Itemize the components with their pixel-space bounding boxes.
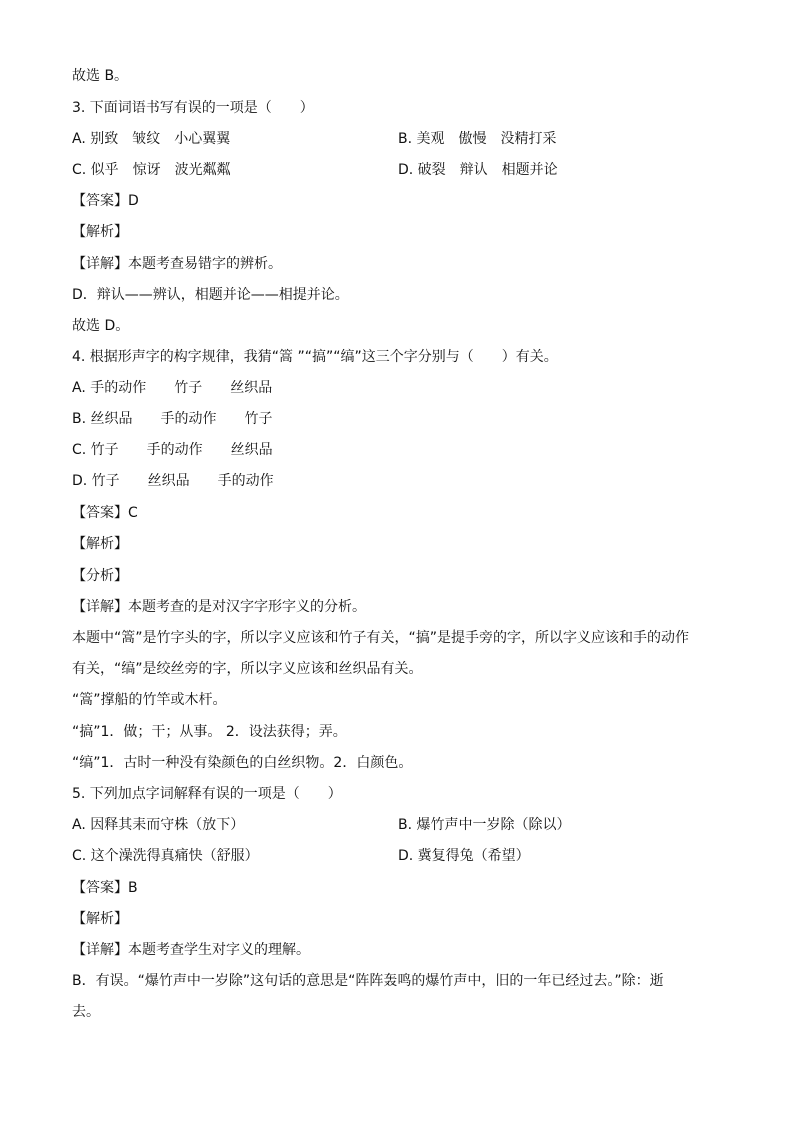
q5-detail: 【详解】本题考查学生对字义的理解。	[72, 942, 310, 958]
q3-option-a: A. 别致 皱纹 小心翼翼	[72, 131, 231, 147]
q4-option-c: C. 竹子 手的动作 丝织品	[72, 442, 273, 458]
q4-option-d: D. 竹子 丝织品 手的动作	[72, 473, 274, 489]
text-line: 故选 B。	[72, 68, 129, 84]
q5-option-d: D. 冀复得兔（希望）	[398, 848, 530, 864]
q3-selection: 故选 D。	[72, 318, 130, 334]
q4-analysis-label: 【解析】	[72, 536, 128, 552]
q4-def-gao-pole: “篙”撑船的竹竿或木杆。	[72, 692, 227, 708]
question-4: 4. 根据形声字的构字规律，我猜“篙 ”“搞”“缟”这三个字分别与（ ）有关。	[72, 349, 558, 365]
q5-analysis-label: 【解析】	[72, 911, 128, 927]
q3-detail: 【详解】本题考查易错字的辨析。	[72, 256, 282, 272]
q3-correction: D．辩认——辨认，相题并论——相提并论。	[72, 287, 349, 303]
q3-answer: 【答案】D	[72, 193, 139, 209]
q3-analysis-label: 【解析】	[72, 224, 128, 240]
q4-def-gao-silk: “缟”1．古时一种没有染颜色的白丝织物。2．白颜色。	[72, 755, 413, 771]
q5-answer: 【答案】B	[72, 880, 138, 896]
q5-option-b: B. 爆竹声中一岁除（除以）	[398, 817, 571, 833]
q4-detail: 【详解】本题考查的是对汉字字形字义的分析。	[72, 599, 366, 615]
question-5: 5. 下列加点字词解释有误的一项是（ ）	[72, 786, 342, 802]
q4-def-gao-do: “搞”1．做；干；从事。 2．设法获得；弄。	[72, 724, 347, 740]
q4-option-b: B. 丝织品 手的动作 竹子	[72, 411, 273, 427]
q3-option-b: B. 美观 傲慢 没精打采	[398, 131, 557, 147]
q4-paragraph-2: 有关，“缟”是绞丝旁的字，所以字义应该和丝织品有关。	[72, 661, 423, 677]
q5-paragraph-1: B．有误。“爆竹声中一岁除”这句话的意思是“阵阵轰鸣的爆竹声中，旧的一年已经过去。”除：逝	[72, 973, 664, 989]
question-3: 3. 下面词语书写有误的一项是（ ）	[72, 100, 314, 116]
q3-option-d: D. 破裂 辩认 相题并论	[398, 162, 558, 178]
q4-option-a: A. 手的动作 竹子 丝织品	[72, 380, 273, 396]
q5-paragraph-2: 去。	[72, 1004, 100, 1020]
q3-option-c: C. 似乎 惊讶 波光粼粼	[72, 162, 231, 178]
q4-paragraph-1: 本题中“篙”是竹字头的字，所以字义应该和竹子有关，“搞”是提手旁的字，所以字义应该和手的动作	[72, 630, 690, 646]
q5-option-a: A. 因释其耒而守株（放下）	[72, 817, 245, 833]
q4-answer: 【答案】C	[72, 505, 138, 521]
q4-fenxi-label: 【分析】	[72, 568, 128, 584]
q5-option-c: C. 这个澡洗得真痛快（舒服）	[72, 848, 259, 864]
